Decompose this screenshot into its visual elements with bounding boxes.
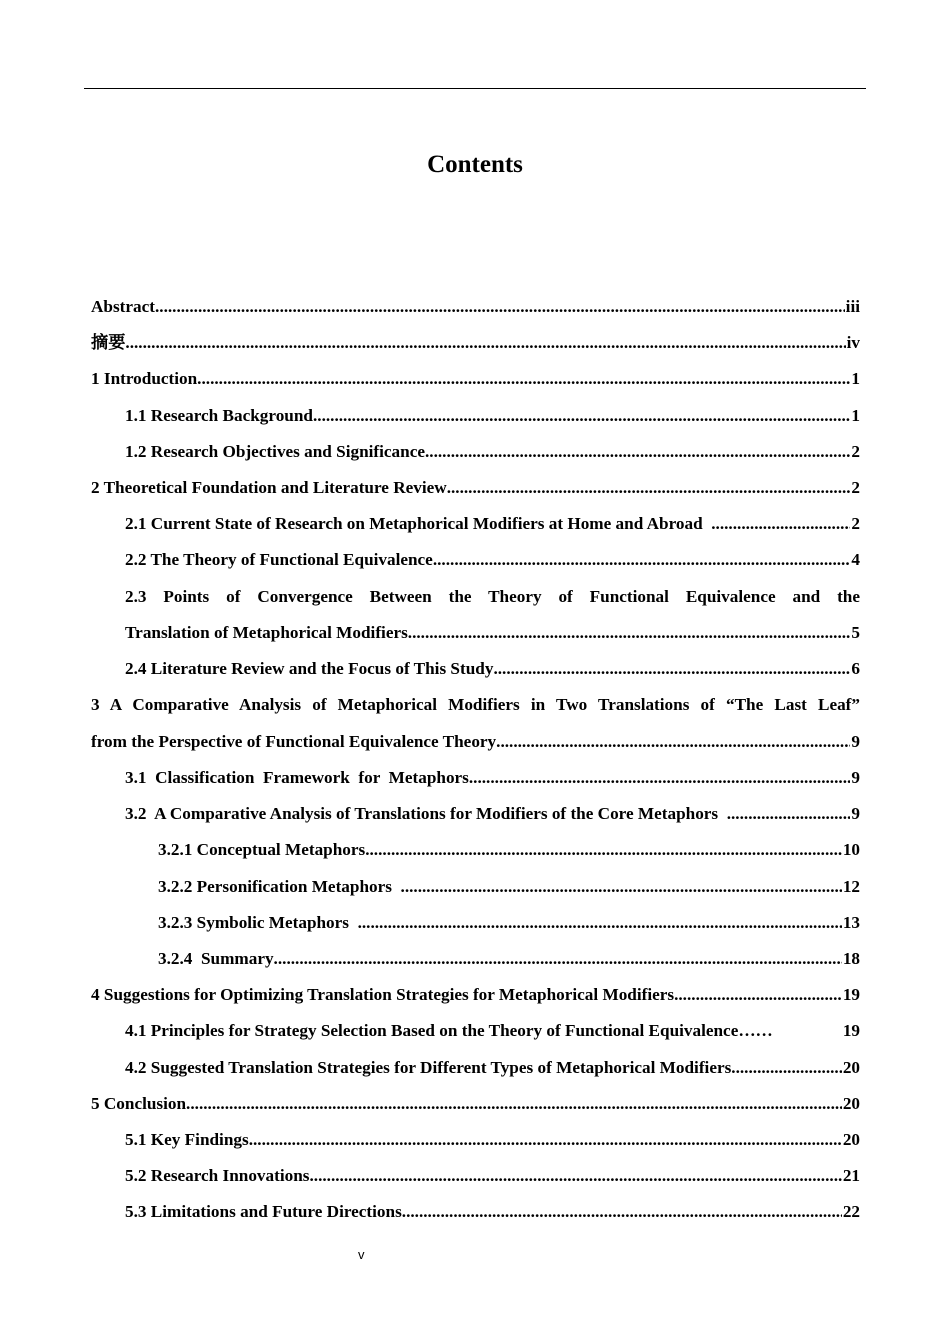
toc-page-number: 20: [842, 1057, 860, 1077]
toc-page-number: iii: [845, 297, 860, 316]
toc-page-number: 19: [842, 985, 860, 1005]
toc-leader: [186, 1086, 842, 1122]
toc-entry-line2: [91, 724, 860, 760]
toc-entry-text-line1: 3 A Comparative Analysis of Metaphorical Modifiers in Two Translations of “The Last Leaf”: [91, 695, 860, 715]
toc-page-number: 10: [842, 840, 860, 860]
toc-entry-text: 3.2.4 Summary: [158, 949, 274, 968]
toc-page-number: 2: [851, 477, 860, 497]
toc-leader: [313, 398, 850, 434]
toc-entry-text: 4 Suggestions for Optimizing Translation Strategies for Metaphorical Modifiers: [91, 985, 675, 1005]
toc-entry-text: Translation of Metaphorical Modifiers: [125, 623, 408, 642]
toc-leader: [408, 615, 851, 651]
toc-leader: [727, 796, 851, 832]
toc-leader: [493, 651, 850, 687]
table-of-contents: [91, 289, 860, 1231]
toc-leader: [365, 832, 842, 868]
toc-page-number: 6: [851, 659, 860, 679]
toc-entry-3-2[interactable]: [91, 796, 860, 832]
toc-page-number: 21: [842, 1166, 860, 1186]
toc-leader: [496, 724, 850, 760]
toc-leader: [125, 325, 845, 361]
toc-entry-text: 5.3 Limitations and Future Directions: [125, 1202, 402, 1222]
toc-leader: [402, 1194, 842, 1230]
toc-leader: [711, 506, 850, 542]
toc-page-number: 9: [851, 804, 860, 824]
toc-entry-text: 3.2 A Comparative Analysis of Translations for Modifiers of the Core Metaphors: [125, 804, 727, 824]
toc-entry-chapter-5[interactable]: [91, 1086, 860, 1122]
toc-entry-text: 4.1 Principles for Strategy Selection Based on the Theory of Functional Equivalence……: [125, 1021, 773, 1041]
toc-leader: [197, 361, 850, 397]
toc-entry-abstract[interactable]: [91, 289, 860, 325]
toc-entry-chapter-1[interactable]: [91, 361, 860, 397]
toc-leader: [447, 470, 851, 506]
toc-entry-2-3[interactable]: [91, 579, 860, 652]
toc-entry-4-1[interactable]: [91, 1013, 860, 1049]
toc-entry-text: 1.1 Research Background: [125, 405, 313, 425]
toc-page-number: 9: [851, 768, 860, 788]
toc-entry-text: 3.2.2 Personification Metaphors: [158, 876, 401, 896]
toc-entry-text: 摘要: [91, 333, 126, 353]
toc-entry-4-2[interactable]: [91, 1050, 860, 1086]
toc-entry-text: 3.2.1 Conceptual Metaphors: [158, 840, 366, 860]
toc-leader: [674, 977, 842, 1013]
toc-leader: [469, 760, 851, 796]
toc-entry-3-2-2[interactable]: [91, 869, 860, 905]
toc-entry-3-2-1[interactable]: [91, 832, 860, 868]
toc-entry-chapter-4[interactable]: [91, 977, 860, 1013]
toc-entry-text: 2.1 Current State of Research on Metaphorical Modifiers at Home and Abroad: [125, 514, 712, 534]
toc-entry-text: 4.2 Suggested Translation Strategies for Different Types of Metaphorical Modifiers: [125, 1057, 732, 1077]
toc-leader: [155, 289, 845, 325]
toc-page-number: 19: [842, 1021, 860, 1041]
toc-entry-5-1[interactable]: [91, 1122, 860, 1158]
toc-leader: [401, 869, 842, 905]
toc-entry-chinese-abstract[interactable]: [91, 325, 860, 361]
toc-page-number: 1: [851, 405, 860, 425]
toc-page-number: iv: [846, 333, 860, 353]
toc-entry-3-1[interactable]: [91, 760, 860, 796]
toc-entry-2-2[interactable]: [91, 542, 860, 578]
toc-leader: [274, 941, 842, 977]
toc-entry-line2: [125, 615, 860, 651]
toc-page-number: 1: [851, 369, 860, 389]
toc-entry-5-3[interactable]: [91, 1194, 860, 1230]
toc-entry-text: 2 Theoretical Foundation and Literature Review: [91, 477, 447, 497]
toc-leader: [358, 905, 842, 941]
toc-entry-text: Abstract: [91, 297, 155, 316]
toc-entry-text: 2.4 Literature Review and the Focus of This Study: [125, 659, 494, 679]
toc-page-number: 4: [851, 550, 860, 570]
toc-entry-text: 1.2 Research Objectives and Significance: [125, 441, 425, 461]
toc-page-number: 20: [842, 1129, 860, 1149]
toc-leader: [309, 1158, 841, 1194]
toc-leader: [249, 1122, 842, 1158]
toc-entry-text: 2.2 The Theory of Functional Equivalence: [125, 550, 433, 570]
toc-entry-2-4[interactable]: [91, 651, 860, 687]
toc-entry-3-2-3[interactable]: [91, 905, 860, 941]
page-title: Contents: [427, 151, 523, 178]
toc-leader: [731, 1050, 842, 1086]
toc-entry-text: 5 Conclusion: [91, 1093, 187, 1113]
toc-leader: [425, 434, 850, 470]
toc-entry-5-2[interactable]: [91, 1158, 860, 1194]
toc-entry-text: from the Perspective of Functional Equivalence Theory: [91, 731, 497, 751]
toc-entry-chapter-3[interactable]: [91, 687, 860, 760]
toc-entry-2-1[interactable]: [91, 506, 860, 542]
toc-page-number: 5: [851, 623, 860, 642]
toc-entry-text: 5.2 Research Innovations: [125, 1166, 310, 1186]
toc-page-number: 18: [842, 949, 860, 968]
toc-entry-text: 5.1 Key Findings: [125, 1129, 249, 1149]
toc-entry-text: 1 Introduction: [91, 369, 198, 389]
toc-entry-1-1[interactable]: [91, 398, 860, 434]
toc-entry-3-2-4[interactable]: [91, 941, 860, 977]
toc-entry-chapter-2[interactable]: [91, 470, 860, 506]
toc-page-number: 13: [842, 912, 860, 932]
page-number: v: [358, 1247, 365, 1262]
toc-page-number: 2: [851, 514, 860, 534]
header-rule: [84, 88, 866, 89]
toc-page-number: 12: [842, 876, 860, 896]
toc-page-number: 20: [842, 1093, 860, 1113]
toc-entry-text-line1: 2.3 Points of Convergence Between the Theory of Functional Equivalence and the: [125, 586, 860, 606]
toc-leader: [433, 542, 851, 578]
toc-entry-1-2[interactable]: [91, 434, 860, 470]
toc-page-number: 2: [851, 441, 860, 461]
toc-page-number: 22: [842, 1202, 860, 1222]
toc-entry-text: 3.2.3 Symbolic Metaphors: [158, 912, 358, 932]
toc-page-number: 9: [851, 731, 860, 751]
toc-entry-text: 3.1 Classification Framework for Metaphors: [125, 768, 469, 788]
